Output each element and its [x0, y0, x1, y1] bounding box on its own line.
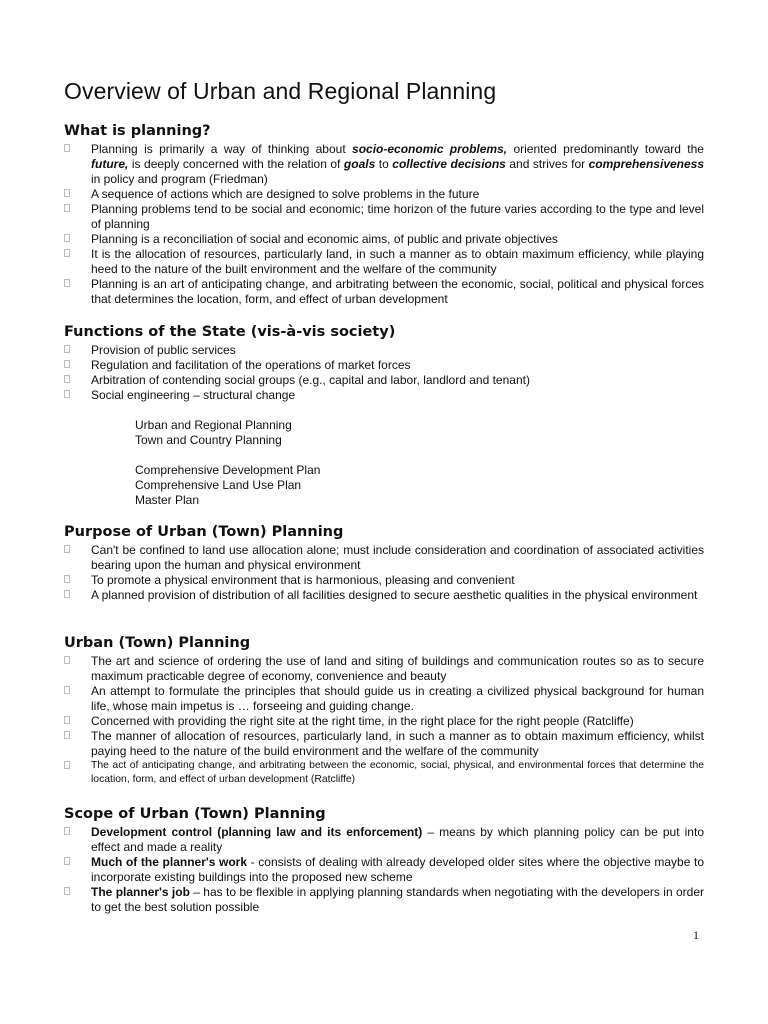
section-heading: Urban (Town) Planning [64, 635, 251, 651]
bullet-icon [64, 590, 70, 598]
bullet-list [64, 654, 704, 787]
term-line: Comprehensive Development Plan [135, 463, 321, 477]
list-item [64, 543, 704, 573]
term-line: Master Plan [135, 493, 200, 507]
bullet-icon [64, 234, 70, 242]
bullet-list [64, 343, 704, 403]
section-what-is-planning [64, 123, 704, 307]
section-urban-planning [64, 635, 704, 787]
text-run: Planning is an art of anticipating change, and arbitrating between the economic, social, political and physical forces that determines the location, form, and effect of urban development [91, 277, 704, 306]
term-line: Comprehensive Land Use Plan [135, 478, 302, 492]
bullet-icon [64, 189, 70, 197]
bullet-icon [64, 731, 70, 739]
text-run: The manner of allocation of resources, particularly land, in such a manner as to obtain maximum efficiency, whilst paying heed to the nature of the build environment and the welfare of the community [91, 729, 704, 758]
text-run: The art and science of ordering the use of land and siting of buildings and communication routes so as to secure maximum practicable degree of economy, convenience and beauty [91, 654, 704, 683]
bullet-list [64, 142, 704, 307]
text-run: Planning is primarily a way of thinking about [91, 142, 353, 156]
text-run: To promote a physical environment that is harmonious, pleasing and convenient [91, 573, 515, 587]
bullet-list [64, 543, 704, 603]
section-heading: Scope of Urban (Town) Planning [64, 806, 326, 822]
list-item [64, 759, 704, 787]
section-functions-of-state [64, 324, 704, 508]
bullet-icon [64, 390, 70, 398]
text-run: Concerned with providing the right site at the right time, in the right place for the right people (Ratcliffe) [91, 714, 634, 728]
list-item [64, 187, 704, 202]
bullet-icon [64, 249, 70, 257]
list-item [64, 247, 704, 277]
section-purpose [64, 524, 704, 603]
text-run: Regulation and facilitation of the operations of market forces [91, 358, 411, 372]
bullet-icon [64, 545, 70, 553]
text-run: future, [91, 157, 129, 171]
list-item [64, 202, 704, 232]
text-run: – means by which planning policy can be put into effect and made a reality [91, 825, 704, 854]
text-run: in policy and program (Friedman) [91, 172, 268, 186]
section-heading: What is planning? [64, 123, 211, 139]
list-item [64, 573, 704, 588]
bullet-icon [64, 144, 70, 152]
list-item [64, 373, 704, 388]
text-run: Development control (planning law and its enforcement) [91, 825, 423, 839]
term-line: Town and Country Planning [135, 433, 282, 447]
list-item [64, 388, 704, 403]
text-run: Provision of public services [91, 343, 236, 357]
text-run: comprehensiveness [588, 157, 705, 171]
text-run: socio-economic problems, [352, 142, 508, 156]
text-run: It is the allocation of resources, particularly land, in such a manner as to obtain maximum efficiency, while playing heed to the nature of the built environment and the welfare of the community [91, 247, 704, 276]
page-number: 1 [693, 928, 699, 942]
list-item [64, 729, 704, 759]
bullet-icon [64, 279, 70, 287]
bullet-icon [64, 375, 70, 383]
list-item [64, 684, 704, 714]
text-run: Much of the planner's work [91, 855, 248, 869]
text-run: – has to be flexible in applying planning standards when negotiating with the developers in order to get the best solution possible [91, 885, 704, 914]
text-run: goals [343, 157, 376, 171]
list-item [64, 855, 704, 885]
bullet-icon [64, 827, 70, 835]
text-run: - consists of dealing with already developed older sites where the objective maybe to incorporate existing buildings into the proposed new scheme [91, 855, 704, 884]
text-run: and strives for [505, 157, 589, 171]
bullet-icon [64, 686, 70, 694]
list-item [64, 232, 704, 247]
text-run: Planning problems tend to be social and economic; time horizon of the future varies according to the type and level of planning [91, 202, 704, 231]
text-run: An attempt to formulate the principles that should guide us in creating a civilized physical background for human life, whose main impetus is … forseeing and guiding change. [91, 684, 704, 713]
text-run: oriented predominantly toward the [507, 142, 704, 156]
text-run: A sequence of actions which are designed to solve problems in the future [91, 187, 480, 201]
list-item [64, 358, 704, 373]
bullet-icon [64, 204, 70, 212]
list-item [64, 343, 704, 358]
bullet-icon [64, 857, 70, 865]
text-run: is deeply concerned with the relation of [128, 157, 344, 171]
text-run: Planning is a reconciliation of social and economic aims, of public and private objectives [91, 232, 558, 246]
list-item [64, 142, 704, 187]
text-run: to [375, 157, 393, 171]
list-item [64, 654, 704, 684]
text-run: Can't be confined to land use allocation alone; must include consideration and coordination of associated activities bearing upon the human and physical environment [91, 543, 704, 572]
section-scope [64, 806, 704, 915]
text-run: Arbitration of contending social groups (e.g., capital and labor, landlord and tenant) [91, 373, 530, 387]
text-run: The planner's job [91, 885, 190, 899]
text-run: A planned provision of distribution of all facilities designed to secure aesthetic qualities in the physical environment [91, 588, 698, 602]
text-run: The act of anticipating change, and arbitrating between the economic, social, physical, and environmental forces that determine the location, form, and effect of urban development (Ratcliffe) [91, 760, 704, 785]
section-heading: Purpose of Urban (Town) Planning [64, 524, 344, 540]
term-line: Urban and Regional Planning [135, 418, 292, 432]
bullet-icon [64, 761, 70, 769]
bullet-icon [64, 887, 70, 895]
bullet-list [64, 825, 704, 915]
planning-terms [64, 418, 704, 508]
text-run: Social engineering – structural change [91, 388, 296, 402]
bullet-icon [64, 716, 70, 724]
list-item [64, 714, 704, 729]
list-item [64, 277, 704, 307]
list-item [64, 885, 704, 915]
bullet-icon [64, 345, 70, 353]
section-heading: Functions of the State (vis-à-vis society) [64, 324, 396, 340]
bullet-icon [64, 360, 70, 368]
list-item [64, 588, 704, 603]
text-run: collective decisions [392, 157, 506, 171]
bullet-icon [64, 656, 70, 664]
bullet-icon [64, 575, 70, 583]
list-item [64, 825, 704, 855]
document-title: Overview of Urban and Regional Planning [64, 78, 497, 104]
